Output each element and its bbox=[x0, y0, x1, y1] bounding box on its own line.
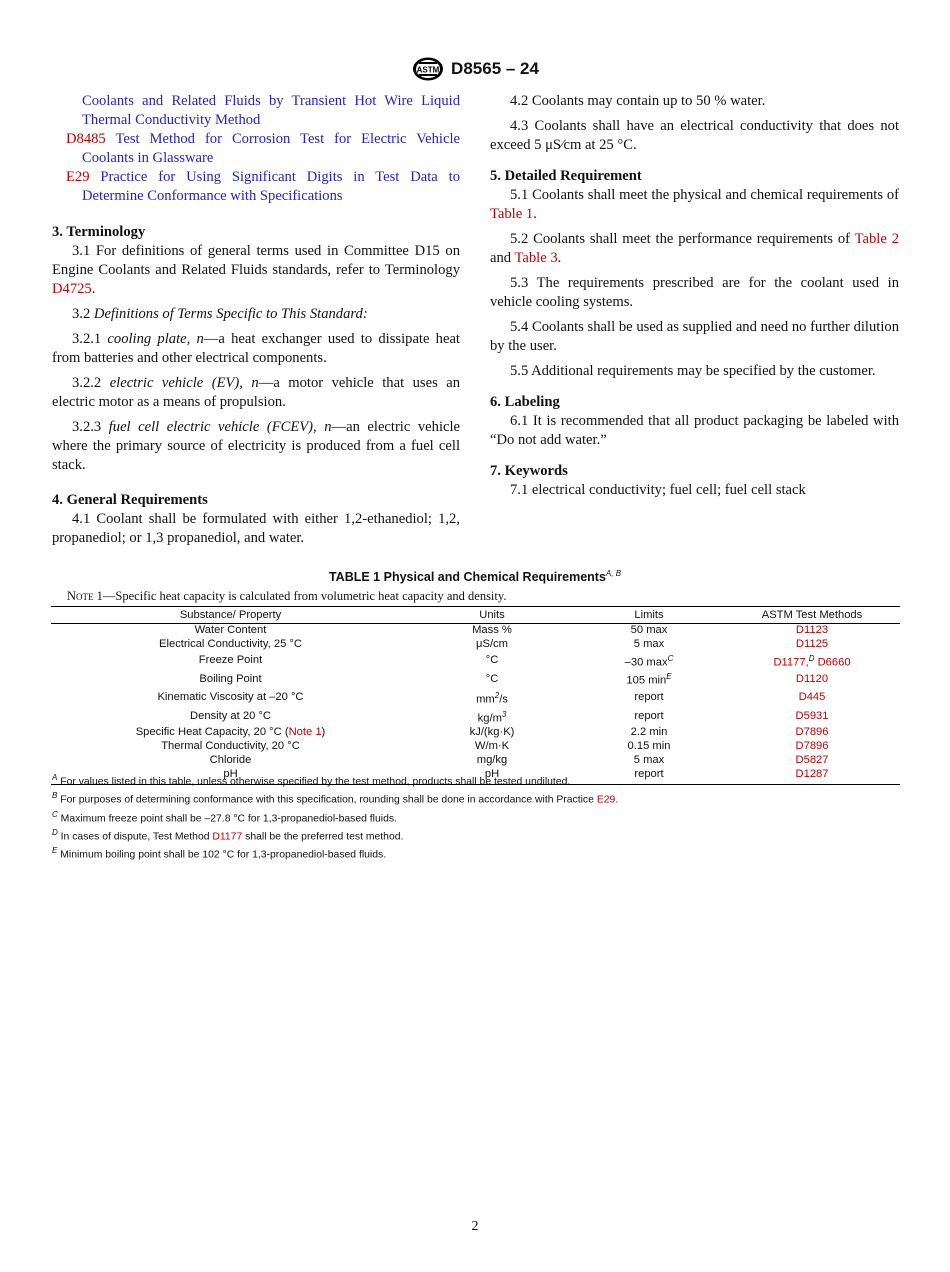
col-header: Limits bbox=[574, 607, 724, 624]
link-table-1[interactable]: Table 1 bbox=[490, 206, 534, 222]
para-3-2: 3.2 Definitions of Terms Specific to This Standard: bbox=[72, 306, 368, 322]
method-link[interactable]: D1120 bbox=[795, 672, 829, 685]
method-link[interactable]: D1123 bbox=[795, 623, 829, 636]
method-link[interactable]: D7896 bbox=[795, 726, 829, 739]
ref-continuation[interactable]: Coolants and Related Fluids by Transient Hot Wire Liquid Thermal Conductivity Method bbox=[82, 93, 460, 128]
para-5-2: 5.2 Coolants shall meet the performance requirements of Table 2 and Table 3. bbox=[490, 231, 899, 266]
method-link[interactable]: D7896 bbox=[795, 740, 829, 753]
col-header: Substance/ Property bbox=[51, 607, 410, 624]
method-link[interactable]: D1125 bbox=[795, 637, 829, 650]
table-row: Thermal Conductivity, 20 °C W/m·K 0.15 min D7896 bbox=[51, 740, 900, 754]
col-header: ASTM Test Methods bbox=[724, 607, 900, 624]
footnote: $^D$ In cases of dispute, Test Method D1177 shall be the preferred test method. bbox=[52, 827, 404, 843]
para-3-1: 3.1 For definitions of general terms used in Committee D15 on Engine Coolants and Related Fluids standards, refer to Terminology D4725. bbox=[52, 243, 460, 297]
link-table-2[interactable]: Table 2 bbox=[854, 231, 899, 247]
table-1 bbox=[51, 606, 900, 785]
table-row: Kinematic Viscosity at –20 °C $mm^2/s$ report D445 bbox=[51, 689, 900, 708]
astm-logo-icon bbox=[411, 56, 445, 82]
doc-number: D8565 – 24 bbox=[451, 59, 539, 78]
logo-text: ASTM bbox=[416, 65, 440, 75]
para-4-1: 4.1 Coolant shall be formulated with either 1,2-ethanediol; 1,2, propanediol; or 1,3 propanediol, and water. bbox=[52, 511, 460, 546]
link-e29[interactable]: E29 bbox=[596, 794, 616, 806]
footnote: $^A$ For values listed in this table, unless otherwise specified by the test method, products shall be tested undiluted. bbox=[52, 773, 571, 788]
ref-e29[interactable] bbox=[52, 168, 460, 206]
ref-text[interactable]: Practice for Using Significant Digits in Test Data to Determine Conformance with Specifications bbox=[82, 169, 460, 204]
table-row: Freeze Point °C –30 $\max^C$ D1177,$^D$ D6660 bbox=[51, 652, 900, 671]
para-5-4: 5.4 Coolants shall be used as supplied and need no further dilution by the user. bbox=[490, 319, 899, 354]
table-row: Water Content Mass % 50 max D1123 bbox=[51, 623, 900, 637]
link-table-3[interactable]: Table 3 bbox=[514, 250, 558, 266]
col-header: Units bbox=[410, 607, 574, 624]
para-6-1: 6.1 It is recommended that all product packaging be labeled with “Do not add water.” bbox=[490, 413, 899, 448]
table-1-title: TABLE 1 Physical and Chemical Requirements$^{A, B}$ bbox=[328, 569, 622, 585]
ref-code[interactable]: D8485 bbox=[66, 131, 106, 147]
method-link[interactable]: D1287 bbox=[795, 768, 829, 780]
para-5-5: 5.5 Additional requirements may be specified by the customer. bbox=[510, 363, 876, 379]
table-row: Chloride mg/kg 5 max D5827 bbox=[51, 754, 900, 768]
table-1-footnotes bbox=[52, 771, 912, 862]
table-row: Boiling Point °C 105 $\min^E$ D1120 bbox=[51, 670, 900, 689]
para-3-2-2: 3.2.2 electric vehicle (EV), n—a motor vehicle that uses an electric motor as a means of propulsion. bbox=[52, 375, 461, 410]
method-link[interactable]: D445 bbox=[798, 691, 826, 704]
right-column bbox=[490, 92, 899, 506]
section-6-heading: 6. Labeling bbox=[490, 394, 560, 410]
para-7-1: 7.1 electrical conductivity; fuel cell; fuel cell stack bbox=[510, 482, 806, 498]
left-column bbox=[52, 92, 460, 554]
page-header bbox=[0, 56, 950, 82]
para-4-2: 4.2 Coolants may contain up to 50 % water. bbox=[510, 93, 766, 109]
table-row: Specific Heat Capacity, 20 °C (Note 1) kJ/(kg·K) 2.2 min D7896 bbox=[51, 726, 900, 740]
link-d1177[interactable]: D1177 bbox=[212, 831, 243, 843]
page-number: 2 bbox=[471, 1219, 479, 1234]
table-row: Density at 20 °C $kg/m^3$ report D5931 bbox=[51, 708, 900, 727]
ref-d8485[interactable] bbox=[52, 130, 460, 168]
method-link[interactable]: D1177,$^D$ D6660 bbox=[773, 653, 851, 669]
section-4-heading: 4. General Requirements bbox=[52, 492, 208, 508]
link-d4725[interactable]: D4725 bbox=[52, 281, 92, 297]
table-header-row bbox=[51, 607, 900, 624]
section-7-heading: 7. Keywords bbox=[490, 463, 568, 479]
para-3-2-1: 3.2.1 cooling plate, n—a heat exchanger used to dissipate heat from batteries and other electrical components. bbox=[52, 331, 460, 366]
link-note-1[interactable]: Note 1 bbox=[288, 726, 322, 739]
ref-code[interactable]: E29 bbox=[66, 169, 90, 185]
method-link[interactable]: D5931 bbox=[795, 710, 829, 722]
para-5-3: 5.3 The requirements prescribed are for the coolant used in vehicle cooling systems. bbox=[490, 275, 899, 310]
footnote: $^C$ Maximum freeze point shall be –27.8 °C for 1,3-propanediol-based fluids. bbox=[52, 809, 397, 824]
table-1-note: Note 1—Specific heat capacity is calculated from volumetric heat capacity and density. bbox=[67, 589, 507, 603]
section-3-heading: 3. Terminology bbox=[52, 224, 146, 240]
para-3-2-3: 3.2.3 fuel cell electric vehicle (FCEV), n—an electric vehicle where the primary source of electricity is produced from a fuel cell stack. bbox=[52, 419, 461, 473]
ref-text[interactable]: Test Method for Corrosion Test for Electric Vehicle Coolants in Glassware bbox=[82, 131, 460, 166]
para-4-3: 4.3 Coolants shall have an electrical conductivity that does not exceed 5 μS⁄cm at 25 °C. bbox=[490, 118, 899, 153]
footnote: $^B$ For purposes of determining conformance with this specification, rounding shall be done in accordance with Practice E29. bbox=[52, 791, 619, 806]
table-row: Electrical Conductivity, 25 °C μS/cm 5 max D1125 bbox=[51, 638, 900, 652]
section-5-heading: 5. Detailed Requirement bbox=[490, 168, 642, 184]
footnote: $^E$ Minimum boiling point shall be 102 °C for 1,3-propanediol-based fluids. bbox=[52, 846, 387, 861]
table-row: pH pH report D1287 bbox=[51, 768, 900, 784]
para-5-1: 5.1 Coolants shall meet the physical and chemical requirements of Table 1. bbox=[490, 187, 899, 222]
method-link[interactable]: D5827 bbox=[795, 754, 829, 767]
